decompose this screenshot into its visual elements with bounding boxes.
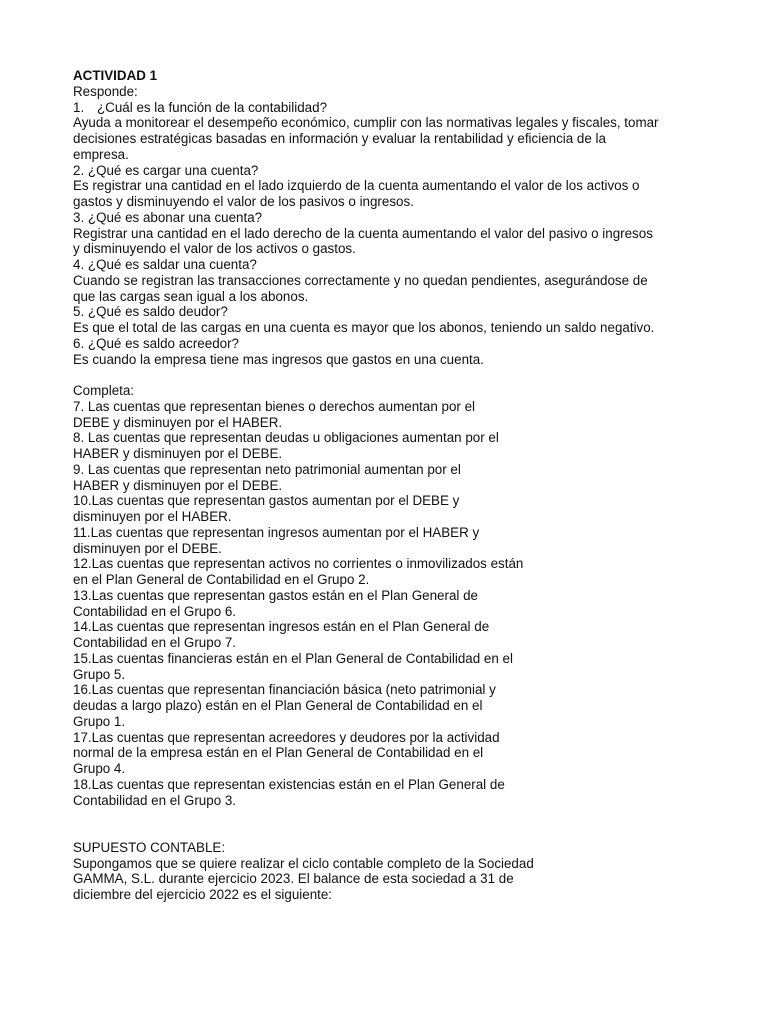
question-1-text: ¿Cuál es la función de la contabilidad? <box>97 99 328 115</box>
supuesto-line: GAMMA, S.L. durante ejercicio 2023. El balance de esta sociedad a 31 de <box>73 871 514 887</box>
spacer <box>73 367 713 383</box>
question-4: 4. ¿Qué es saldar una cuenta? <box>73 257 257 272</box>
completa-line: 7. Las cuentas que representan bienes o derechos aumentan por el <box>73 398 475 414</box>
document-page <box>73 68 713 903</box>
responde-label: Responde: <box>73 83 138 99</box>
completa-line: 14.Las cuentas que representan ingresos están en el Plan General de <box>73 619 490 635</box>
completa-line: disminuyen por el DEBE. <box>73 540 222 556</box>
activity-title: ACTIVIDAD 1 <box>73 68 158 83</box>
completa-heading: Completa: <box>73 383 135 398</box>
completa-line: 10.Las cuentas que representan gastos aumentan por el DEBE y <box>73 493 460 509</box>
completa-line: 15.Las cuentas financieras están en el Plan General de Contabilidad en el <box>73 650 513 666</box>
answer-1-line: empresa. <box>73 146 129 162</box>
completa-line: 11.Las cuentas que representan ingresos aumentan por el HABER y <box>73 524 480 540</box>
question-1-number: 1. <box>73 99 85 115</box>
completa-line: deudas a largo plazo) están en el Plan General de Contabilidad en el <box>73 698 483 713</box>
completa-line: Contabilidad en el Grupo 3. <box>73 792 237 808</box>
answer-4-line: que las cargas sean igual a los abonos. <box>73 288 309 304</box>
supuesto-heading: SUPUESTO CONTABLE: <box>73 839 226 855</box>
answer-6-line: Es cuando la empresa tiene mas ingresos que gastos en una cuenta. <box>73 351 484 367</box>
answer-1-line: decisiones estratégicas basadas en información y evaluar la rentabilidad y eficiencia de la <box>73 131 606 146</box>
completa-line: 9. Las cuentas que representan neto patrimonial aumentan por el <box>73 461 461 477</box>
answer-1-line: Ayuda a monitorear el desempeño económico, cumplir con las normativas legales y fiscales, tomar <box>73 115 659 131</box>
completa-line: HABER y disminuyen por el DEBE. <box>73 446 283 461</box>
question-1 <box>73 100 713 116</box>
completa-line: disminuyen por el HABER. <box>73 509 232 524</box>
completa-line: en el Plan General de Contabilidad en el Grupo 2. <box>73 572 370 587</box>
completa-line: Contabilidad en el Grupo 7. <box>73 635 237 650</box>
answer-3-line: y disminuyendo el valor de los activos o gastos. <box>73 241 356 257</box>
answer-5-line: Es que el total de las cargas en una cuenta es mayor que los abonos, teniendo un saldo negativo. <box>73 320 655 335</box>
question-2: 2. ¿Qué es cargar una cuenta? <box>73 162 259 178</box>
completa-line: 17.Las cuentas que representan acreedores y deudores por la actividad <box>73 729 500 745</box>
completa-line: DEBE y disminuyen por el HABER. <box>73 414 283 430</box>
answer-2-line: gastos y disminuyendo el valor de los pasivos o ingresos. <box>73 194 414 209</box>
supuesto-line: diciembre del ejercicio 2022 es el siguiente: <box>73 887 333 902</box>
question-6: 6. ¿Qué es saldo acreedor? <box>73 335 239 351</box>
completa-line: Grupo 5. <box>73 666 126 682</box>
spacer <box>73 808 713 840</box>
completa-line: 16.Las cuentas que representan financiación básica (neto patrimonial y <box>73 682 496 698</box>
answer-3-line: Registrar una cantidad en el lado derecho de la cuenta aumentando el valor del pasivo o ingresos <box>73 225 653 241</box>
completa-line: HABER y disminuyen por el DEBE. <box>73 477 283 493</box>
question-3: 3. ¿Qué es abonar una cuenta? <box>73 209 263 225</box>
completa-line: 13.Las cuentas que representan gastos están en el Plan General de <box>73 587 478 603</box>
question-5: 5. ¿Qué es saldo deudor? <box>73 304 228 320</box>
supuesto-paragraph <box>73 856 713 903</box>
completa-line: 18.Las cuentas que representan existencias están en el Plan General de <box>73 776 505 792</box>
answer-2-line: Es registrar una cantidad en el lado izquierdo de la cuenta aumentando el valor de los activos o <box>73 178 640 194</box>
completa-line: 12.Las cuentas que representan activos no corrientes o inmovilizados están <box>73 556 524 572</box>
completa-line: Contabilidad en el Grupo 6. <box>73 603 237 619</box>
completa-list <box>73 399 713 809</box>
answer-4-line: Cuando se registran las transacciones correctamente y no quedan pendientes, asegurándose de <box>73 272 648 288</box>
completa-line: 8. Las cuentas que representan deudas u obligaciones aumentan por el <box>73 430 499 446</box>
supuesto-line: Supongamos que se quiere realizar el ciclo contable completo de la Sociedad <box>73 855 534 871</box>
completa-line: normal de la empresa están en el Plan General de Contabilidad en el <box>73 745 484 761</box>
completa-line: Grupo 1. <box>73 713 126 729</box>
completa-line: Grupo 4. <box>73 761 126 776</box>
